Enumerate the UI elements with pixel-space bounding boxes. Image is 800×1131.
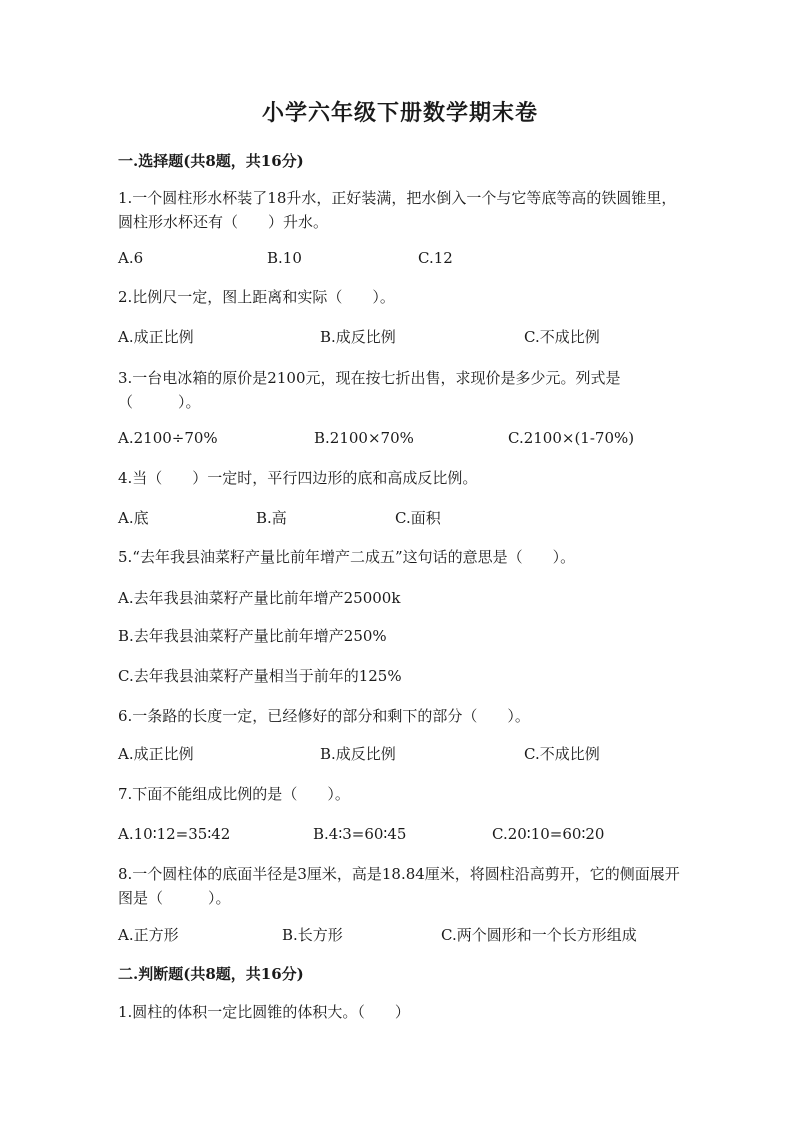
question-2-options [118, 325, 698, 349]
question-1: 1.一个圆柱形水杯装了18升水，正好装满，把水倒入一个与它等底等高的铁圆锥里，圆柱形水杯还有（ ）升水。 [118, 189, 677, 231]
question-1-options [118, 246, 698, 270]
question-6: 6.一条路的长度一定，已经修好的部分和剩下的部分（ ）。 [118, 707, 530, 725]
question-5-option-a-row [118, 586, 698, 610]
option-c: C.20∶10=60∶20 [492, 825, 605, 843]
option-a: A.2100÷70% [118, 429, 218, 447]
question-8: 8.一个圆柱体的底面半径是3厘米，高是18.84厘米，将圆柱沿高剪开，它的侧面展开图是（ ）。 [118, 865, 680, 907]
option-c: C.去年我县油菜籽产量相当于前年的125% [118, 667, 402, 685]
question-8-options [118, 923, 698, 947]
option-a: A.正方形 [118, 926, 179, 944]
option-c: C.不成比例 [524, 328, 600, 346]
question-4-options [118, 506, 698, 530]
page-title: 小学六年级下册数学期末卷 [261, 100, 538, 126]
option-a: A.成正比例 [118, 745, 194, 763]
option-b: B.成反比例 [320, 745, 396, 763]
section-heading-choice: 一.选择题(共8题，共16分) [118, 152, 304, 170]
option-b: B.长方形 [282, 926, 343, 944]
question-3-options [118, 426, 698, 450]
option-b: B.2100×70% [314, 429, 414, 447]
option-c: C.12 [418, 249, 453, 267]
question-7-options [118, 822, 698, 846]
section-heading-judge: 二.判断题(共8题，共16分) [118, 965, 304, 983]
option-a: A.6 [118, 249, 144, 267]
question-2: 2.比例尺一定，图上距离和实际（ ）。 [118, 288, 395, 306]
question-6-options [118, 742, 698, 766]
question-5: 5.“去年我县油菜籽产量比前年增产二成五”这句话的意思是（ ）。 [118, 548, 576, 566]
option-b: B.4∶3=60∶45 [313, 825, 407, 843]
option-c: C.2100×(1-70%) [508, 429, 635, 447]
option-c: C.不成比例 [524, 745, 600, 763]
option-a: A.去年我县油菜籽产量比前年增产25000k [118, 589, 401, 607]
option-c: C.面积 [395, 509, 441, 527]
question-3: 3.一台电冰箱的原价是2100元，现在按七折出售，求现价是多少元。列式是（ ）。 [118, 369, 621, 411]
question-5-option-c-row [118, 664, 698, 688]
option-b: B.成反比例 [320, 328, 396, 346]
judge-question-1: 1.圆柱的体积一定比圆锥的体积大。（ ） [118, 1003, 410, 1021]
question-7: 7.下面不能组成比例的是（ ）。 [118, 785, 350, 803]
option-b: B.去年我县油菜籽产量比前年增产250% [118, 627, 387, 645]
option-a: A.底 [118, 509, 149, 527]
option-c: C.两个圆形和一个长方形组成 [441, 926, 637, 944]
option-b: B.10 [267, 249, 302, 267]
option-a: A.成正比例 [118, 328, 194, 346]
option-a: A.10∶12=35∶42 [118, 825, 231, 843]
question-4: 4.当（ ）一定时，平行四边形的底和高成反比例。 [118, 469, 478, 487]
option-b: B.高 [256, 509, 287, 527]
question-5-option-b-row [118, 624, 698, 648]
